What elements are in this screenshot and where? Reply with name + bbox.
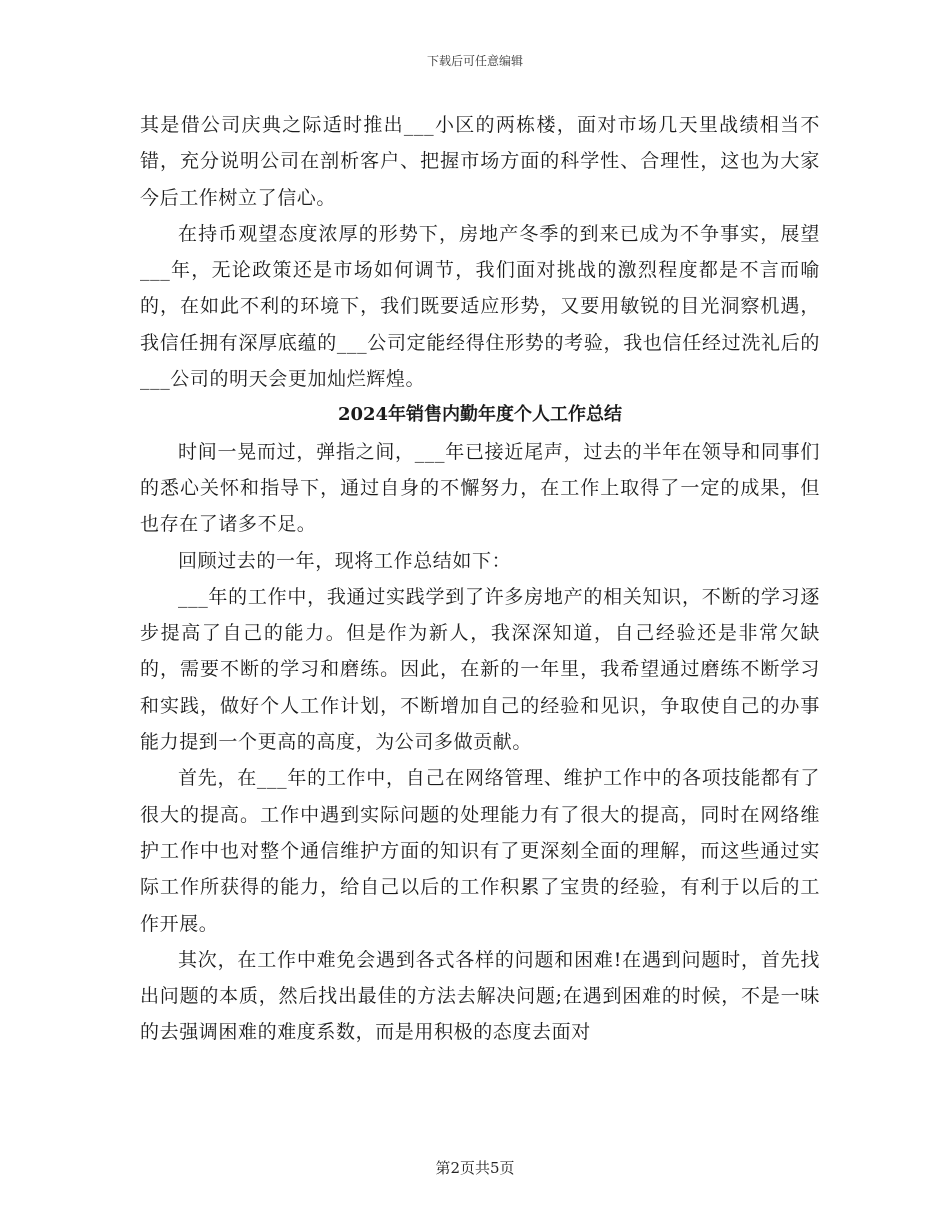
body-paragraph: 其次，在工作中难免会遇到各式各样的问题和困难!在遇到问题时，首先找出问题的本质，然后找出最佳的方法去解决问题;在遇到困难的时候，不是一味的去强调困难的难度系数，而是用积极的态度去面对 <box>140 948 820 1044</box>
body-paragraph: ___年的工作中，我通过实践学到了许多房地产的相关知识，不断的学习逐步提高了自己的能力。但是作为新人，我深深知道，自己经验还是非常欠缺的，需要不断的学习和磨练。因此，在新的一年里，我希望通过磨练不断学习和实践，做好个人工作计划，不断增加自己的经验和见识，争取使自己的办事能力提到一个更高的高度，为公司多做贡献。 <box>140 585 820 754</box>
body-paragraph: 时间一晃而过，弹指之间，___年已接近尾声，过去的半年在领导和同事们的悉心关怀和指导下，通过自身的不懈努力，在工作上取得了一定的成果，但也存在了诸多不足。 <box>140 440 820 536</box>
body-paragraph: 回顾过去的一年，现将工作总结如下： <box>178 549 512 572</box>
page-header: 下载后可任意编辑 <box>426 54 523 68</box>
body-paragraph: 在持币观望态度浓厚的形势下，房地产冬季的到来已成为不争事实，展望___年，无论政策还是市场如何调节，我们面对挑战的激烈程度都是不言而喻的，在如此不利的环境下，我们既要适应形势，又要用敏锐的目光洞察机遇，我信任拥有深厚底蕴的___公司定能经得住形势的考验，我也信任经过洗礼后的___公司的明天会更加灿烂辉煌。 <box>140 222 820 391</box>
body-paragraph: 其是借公司庆典之际适时推出___小区的两栋楼，面对市场几天里战绩相当不错，充分说明公司在剖析客户、把握市场方面的科学性、合理性，这也为大家今后工作树立了信心。 <box>140 114 820 209</box>
body-paragraph: 首先，在___年的工作中，自己在网络管理、维护工作中的各项技能都有了很大的提高。工作中遇到实际问题的处理能力有了很大的提高，同时在网络维护工作中也对整个通信维护方面的知识有了更深刻全面的理解，而这些通过实际工作所获得的能力，给自己以后的工作积累了宝贵的经验，有利于以后的工作开展。 <box>140 767 820 935</box>
document-body <box>140 107 820 1051</box>
page-number: 第2页共5页 <box>435 1159 515 1177</box>
section-title: 2024年销售内勤年度个人工作总结 <box>337 404 623 426</box>
